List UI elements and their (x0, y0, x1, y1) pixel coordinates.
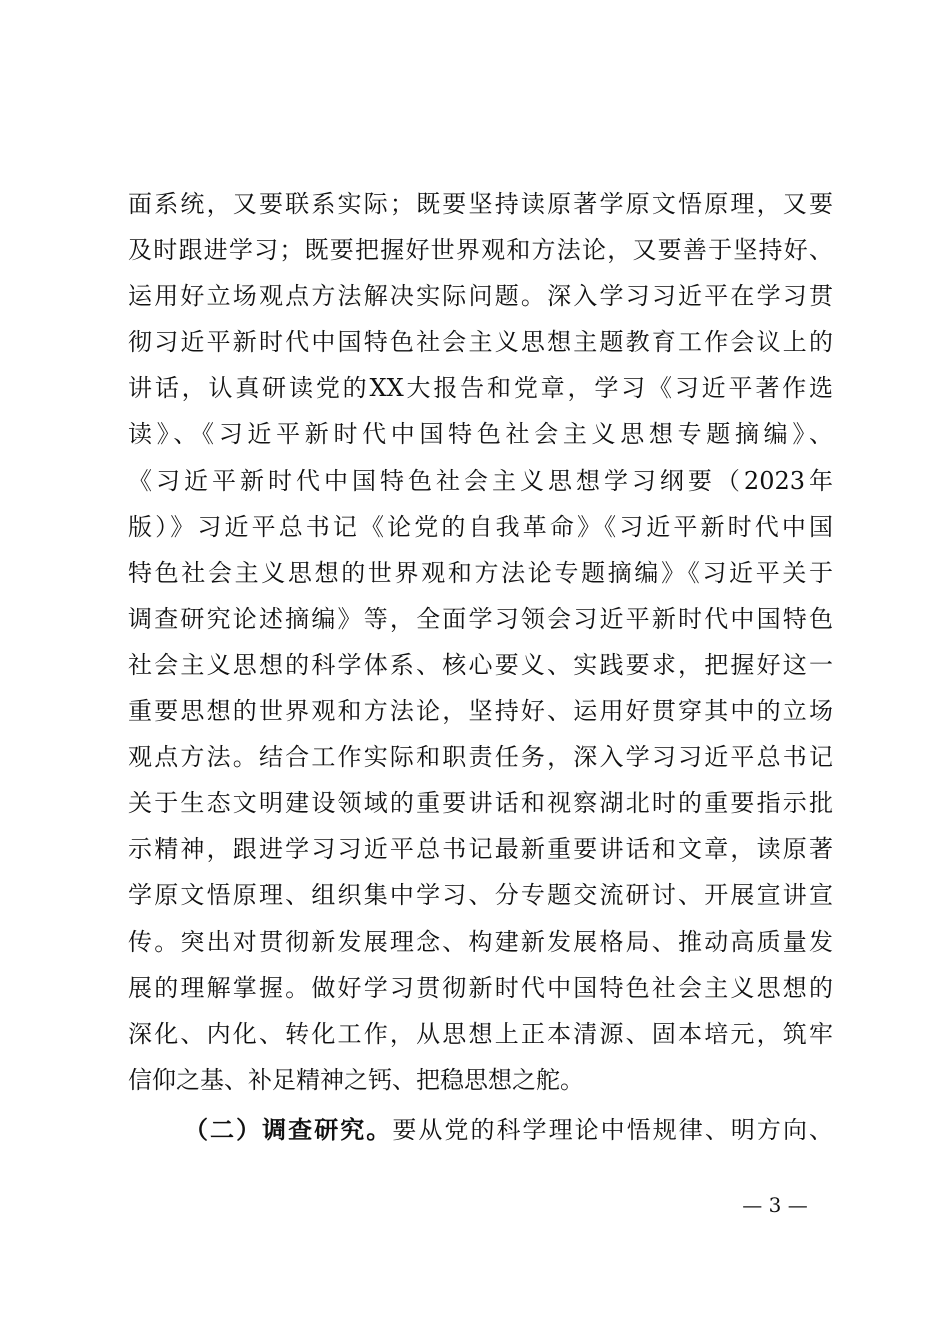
paragraph-line: 运用好立场观点方法解决实际问题。深入学习习近平在学习贯 (128, 282, 833, 311)
paragraph-line: 学原文悟原理、组织集中学习、分专题交流研讨、开展宣讲宣 (128, 881, 833, 910)
paragraph-line: 示精神，跟进学习习近平总书记最新重要讲话和文章，读原著 (128, 835, 833, 864)
section-text: 要从党的科学理论中悟规律、明方向、 (392, 1116, 834, 1144)
paragraph-line: 重要思想的世界观和方法论，坚持好、运用好贯穿其中的立场 (128, 697, 833, 726)
paragraph-line: 信仰之基、补足精神之钙、把稳思想之舵。 (128, 1065, 584, 1094)
paragraph-line: 面系统，又要联系实际；既要坚持读原著学原文悟原理，又要 (128, 190, 833, 218)
section-heading: （二）调查研究。 (184, 1115, 393, 1144)
paragraph-line: 观点方法。结合工作实际和职责任务，深入学习习近平总书记 (128, 743, 833, 772)
section-heading-line (128, 1107, 833, 1153)
paragraph-line: 《习近平新时代中国特色社会主义思想学习纲要（2023年 (128, 466, 833, 495)
paragraph-line: 关于生态文明建设领域的重要讲话和视察湖北时的重要指示批 (128, 789, 833, 818)
paragraph-line: 深化、内化、转化工作，从思想上正本清源、固本培元，筑牢 (128, 1019, 833, 1048)
paragraph-line: 展的理解掌握。做好学习贯彻新时代中国特色社会主义思想的 (128, 973, 833, 1002)
paragraph-line: 及时跟进学习；既要把握好世界观和方法论，又要善于坚持好、 (128, 236, 833, 265)
paragraph-line: 特色社会主义思想的世界观和方法论专题摘编》《习近平关于 (128, 558, 833, 587)
paragraph-line: 调查研究论述摘编》等，全面学习领会习近平新时代中国特色 (128, 604, 833, 633)
paragraph-line: 版）》习近平总书记《论党的自我革命》《习近平新时代中国 (128, 512, 833, 541)
paragraph-line: 传。突出对贯彻新发展理念、构建新发展格局、推动高质量发 (128, 927, 833, 956)
paragraph-line: 社会主义思想的科学体系、核心要义、实践要求，把握好这一 (128, 650, 833, 679)
paragraph-line: 讲话，认真研读党的XX大报告和党章，学习《习近平著作选 (128, 374, 833, 403)
paragraph-line: 读》、《习近平新时代中国特色社会主义思想专题摘编》、 (128, 420, 833, 449)
page-number: — 3 — (742, 1193, 808, 1217)
paragraph-line: 彻习近平新时代中国特色社会主义思想主题教育工作会议上的 (128, 328, 833, 357)
body-paragraph (128, 181, 833, 1103)
